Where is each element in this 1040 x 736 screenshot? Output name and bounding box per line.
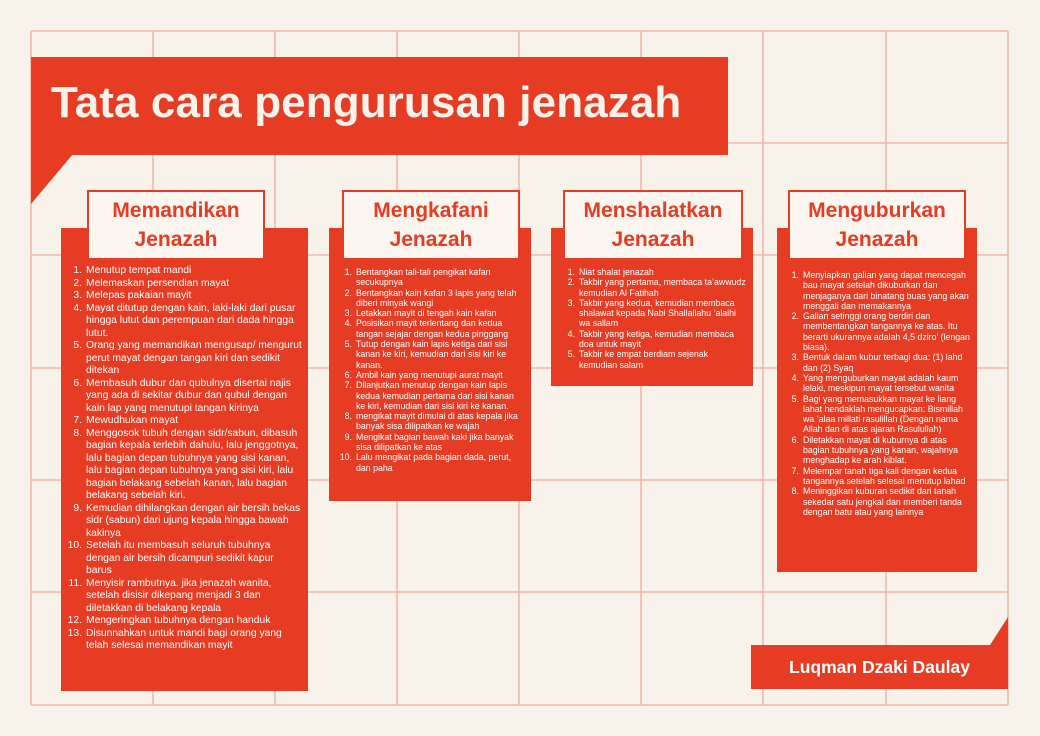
list-item: 3. Letakkan mayit di tengah kain kafan	[344, 308, 497, 319]
list-item: 6. Membasuh dubur dan qubulnya disertai najis yang ada di sekitar dubur dan qubul dengan kain lap yang menutupi tangan kirinya	[73, 377, 291, 414]
list-item: 8. mengikat mayit dimulai di atas kepala jika banyak sisa dilipatkan ke wajah	[344, 411, 518, 432]
list-item: 1. Bentangkan tali-tali pengikat kafan secukupnya	[344, 267, 491, 288]
section-label-line: Memandikan	[112, 199, 240, 222]
list-item: 5. Bagi yang memasukkan mayat ke liang lahat hendaklah mengucapkan: Bismillah wa ‘alaa millati rasulillah (Dengan nama Allah dan di atas ajaran Rasulullah)	[791, 393, 963, 435]
list-item: 2. Galian setinggi orang berdiri dan membentangkan tangannya ke atas. Itu berarti ukurannya adalah 4,5 dziro’ (lengan biasa).	[791, 311, 970, 353]
section-label	[342, 190, 520, 260]
list-item: 5. Tutup dengan kain lapis ketiga dari sisi kanan ke kiri, kemudian dari sisi kiri ke kanan.	[344, 339, 508, 370]
section-label	[788, 190, 966, 260]
list-item: 6. Diletakkan mayat di kuburnya di atas bagian tubuhnya yang kanan, wajahnya menghadap ke arah kiblat.	[791, 434, 959, 466]
section-label-line: Jenazah	[134, 228, 218, 251]
section-label-line: Mengkafani	[373, 199, 489, 222]
list-item: 11. Menyisir rambutnya. jika jenazah wanita, setelah disisir dikepang menjadi 3 dan diletakkan di belakang kepala	[68, 577, 272, 614]
section-label-line: Jenazah	[389, 228, 473, 251]
steps-list	[339, 267, 525, 473]
list-item: 8. Meninggikan kuburan sedikit dari tanah sekedar satu jengkal dan memberi tanda dengan batu atau yang lainnya	[791, 486, 962, 517]
list-item: 5. Orang yang memandikan mengusap/ mengurut perut mayat dengan tangan kiri dan sedikit ditekan	[73, 340, 302, 376]
list-item: 9. Kemudian dihilangkan dengan air bersih bekas sidr (sabun) dari ujung kepala hingga bawah kakinya	[73, 502, 301, 539]
author-credit: Luqman Dzaki Daulay	[751, 645, 1008, 689]
list-item: 5. Takbir ke empat berdiam sejenak kemudian salam	[567, 349, 709, 370]
steps-list	[562, 267, 748, 370]
list-item: 2. Takbir yang pertama, membaca ta’awwudz kemudian Al Fatihah	[567, 277, 746, 298]
section-label-line: Jenazah	[611, 228, 695, 251]
list-item: 6. Ambil kain yang menutupi aurat mayit	[344, 369, 503, 380]
steps-list	[786, 270, 972, 517]
list-item: 10. Setelah itu membasuh seluruh tubuhnya dengan air bersih dicampuri sedikit kapur barus	[67, 540, 274, 576]
list-item: 8. Menggosok tubuh dengan sidr/sabun, dibasuh bagian kepala terlebih dahulu, lalu jenggotnya, lalu bagian depan tubuhnya yang sisi kanan, lalu bagian depan tubuhnya yang sisi kiri, lalu bagian belakang sebelah kanan, lalu bagian belakang sebelah kiri.	[73, 427, 299, 501]
list-item: 7. Dilanjutkan menutup dengan kain lapis kedua kemudian pertama dari sisi kanan ke kiri, kemudian dari sisi kiri ke kanan.	[344, 380, 514, 411]
list-item: 2. Bentangkan kain kafan 3 lapis yang telah diberi minyak wangi	[344, 287, 517, 308]
list-item: 13. Disunnahkan untuk mandi bagi orang yang telah selesai memandikan mayit	[67, 627, 282, 651]
list-item: 4. Posisikan mayit terlentang dan kedua tangan sejajar dengan kedua pinggang	[344, 318, 509, 339]
list-item: 3. Melepas pakaian mayit	[73, 290, 192, 301]
list-item: 9. Mengikat bagian bawah kaki jika banyak sisa dilipatkan ke atas	[344, 431, 514, 453]
list-item: 10. Lalu mengikat pada bagian dada, perut, dan paha	[339, 452, 512, 473]
section-label-line: Menshalatkan	[583, 199, 723, 222]
steps-list	[62, 265, 302, 653]
list-item: 3. Bentuk dalam kubur terbagi dua: (1) lahd dan (2) Syaq	[791, 352, 963, 373]
list-item: 4. Mayat ditutup dengan kain, laki-laki dari pusar hingga lutut dan perempuan dari dada hingga lutut.	[73, 302, 296, 339]
list-item: 4. Takbir yang ketiga, kemudian membaca doa untuk mayit	[567, 328, 735, 350]
list-item: 1. Menyiapkan galian yang dapat mencegah bau mayat setelah dikuburkan dan menjaganya dari binatang buas yang akan menggali dan memakannya	[791, 270, 969, 311]
section-label-line: Jenazah	[835, 228, 919, 251]
section-label	[87, 190, 265, 260]
list-item: 3. Takbir yang kedua, kemudian membaca shalawat kepada Nabi Shallallahu ‘alaihi wa sallam	[567, 297, 736, 329]
list-item: 7. Mewudhukan mayat	[73, 415, 179, 426]
list-item: 12. Mengeringkan tubuhnya dengan handuk	[67, 615, 271, 626]
list-item: 1. Niat shalat jenazah	[567, 267, 654, 277]
list-item: 4. Yang menguburkan mayat adalah kaum lelaki, meskipun mayat tersebut wanita	[791, 372, 959, 394]
section-label	[563, 190, 743, 260]
title-banner-tail	[31, 154, 73, 204]
list-item: 2. Melemaskan persendian mayat	[73, 277, 230, 289]
corner-triangle-decoration	[990, 617, 1008, 645]
list-item: 7. Melempar tanah tiga kali dengan kedua tangannya setelah selesai menutup lahad	[791, 465, 966, 486]
page-title: Tata cara pengurusan jenazah	[51, 78, 682, 127]
list-item: 1. Menutup tempat mandi	[73, 265, 192, 276]
section-label-line: Menguburkan	[808, 199, 946, 222]
